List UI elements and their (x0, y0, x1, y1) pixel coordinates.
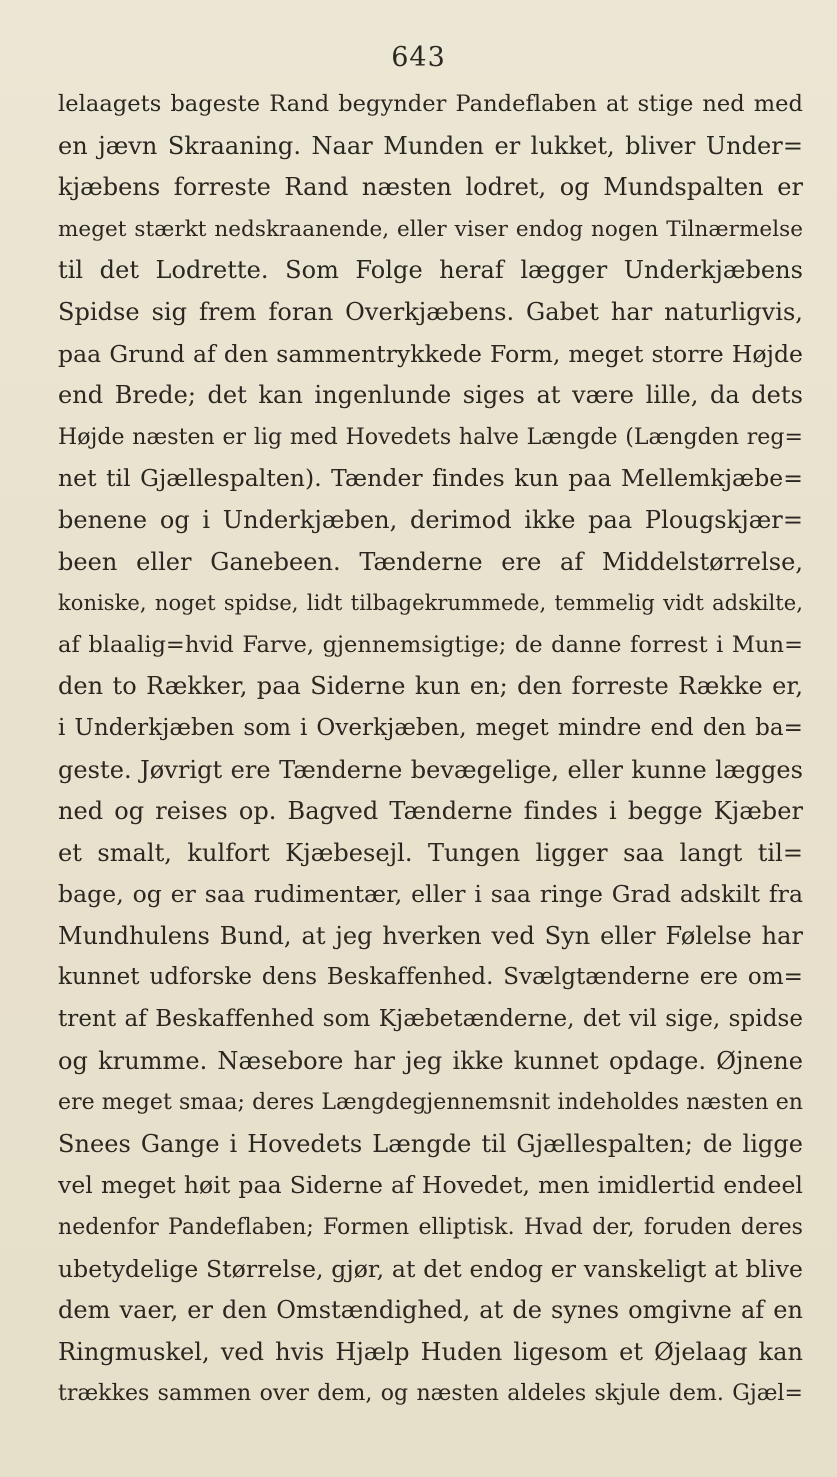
text-line: trent af Beskaffenhed som Kjæbetænderne, det vil sige, spidse (58, 1006, 803, 1033)
text-line: geste. Jøvrigt ere Tænderne bevægelige, eller kunne lægges (58, 755, 803, 784)
text-line: meget stærkt nedskraanende, eller viser endog nogen Tilnærmelse (58, 216, 803, 242)
text-line: dem vaer, er den Omstændighed, at de synes omgivne af en (58, 1296, 803, 1325)
text-line: og krumme. Næsebore har jeg ikke kunnet opdage. Øjnene (58, 1046, 803, 1075)
text-line: kjæbens forreste Rand næsten lodret, og Mundspalten er (58, 173, 803, 202)
text-line: nedenfor Pandeflaben; Formen elliptisk. Hvad der, foruden deres (58, 1215, 803, 1241)
text-line: trækkes sammen over dem, og næsten aldeles skjule dem. Gjæl= (58, 1381, 803, 1407)
body-text (58, 84, 803, 1415)
text-line: net til Gjællespalten). Tænder findes kun paa Mellemkjæbe= (58, 464, 803, 493)
text-line: kunnet udforske dens Beskaffenhed. Svælgtænderne ere om= (58, 964, 803, 991)
text-line: Snees Gange i Hovedets Længde til Gjællespalten; de ligge (58, 1129, 803, 1158)
text-line: af blaalig=hvid Farve, gjennemsigtige; de danne forrest i Mun= (58, 631, 803, 658)
text-line: ned og reises op. Bagved Tænderne findes i begge Kjæber (58, 797, 803, 826)
text-line: en jævn Skraaning. Naar Munden er lukket, bliver Under= (58, 131, 803, 160)
text-line: paa Grund af den sammentrykkede Form, meget storre Højde (58, 339, 803, 368)
text-line: i Underkjæben som i Overkjæben, meget mindre end den ba= (58, 714, 803, 741)
text-line: Højde næsten er lig med Hovedets halve Længde (Længden reg= (58, 424, 803, 450)
text-line: bage, og er saa rudimentær, eller i saa ringe Grad adskilt fra (58, 880, 803, 909)
text-line: koniske, noget spidse, lidt tilbagekrummede, temmelig vidt adskilte, (58, 591, 803, 616)
text-line: Ringmuskel, ved hvis Hjælp Huden ligesom et Øjelaag kan (58, 1337, 803, 1366)
text-line: et smalt, kulfort Kjæbesejl. Tungen ligger saa langt til= (58, 838, 803, 867)
text-line: vel meget høit paa Siderne af Hovedet, men imidlertid endeel (58, 1171, 803, 1200)
text-line: til det Lodrette. Som Folge heraf lægger Underkjæbens (58, 256, 803, 285)
text-line: lelaagets bageste Rand begynder Pandeflaben at stige ned med (58, 91, 803, 117)
text-line: been eller Ganebeen. Tænderne ere af Middelstørrelse, (58, 547, 803, 576)
text-line: Mundhulens Bund, at jeg hverken ved Syn eller Følelse har (58, 921, 803, 950)
text-line: benene og i Underkjæben, derimod ikke paa Plougskjær= (58, 505, 803, 534)
page-number: 643 (391, 42, 446, 73)
text-line: den to Rækker, paa Siderne kun en; den forreste Række er, (58, 672, 803, 701)
text-line: ere meget smaa; deres Længdegjennemsnit indeholdes næsten en (58, 1090, 803, 1116)
text-line: Spidse sig frem foran Overkjæbens. Gabet har naturligvis, (58, 297, 803, 326)
text-line: end Brede; det kan ingenlunde siges at være lille, da dets (58, 381, 803, 410)
text-line: ubetydelige Størrelse, gjør, at det endog er vanskeligt at blive (58, 1254, 803, 1283)
